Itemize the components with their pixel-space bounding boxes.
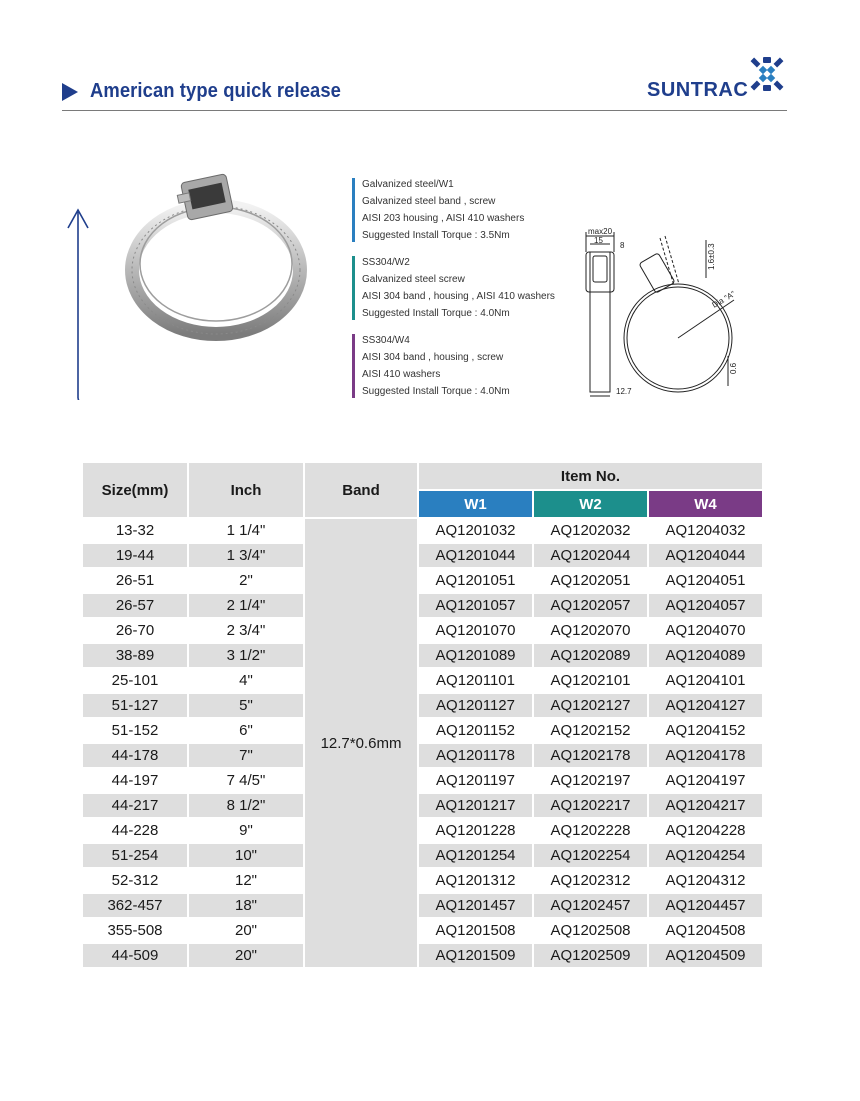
cell-w2: AQ1202089 [534, 644, 647, 667]
title-wrap [62, 80, 363, 103]
table-row [83, 694, 762, 717]
dim-band-width: 12.7 [616, 387, 632, 396]
dim-width15: 15 [594, 236, 603, 245]
cell-w4: AQ1204152 [649, 719, 762, 742]
cell-size: 51-152 [83, 719, 187, 742]
cell-w4: AQ1204217 [649, 794, 762, 817]
cell-w2: AQ1202127 [534, 694, 647, 717]
logo-text: SUNTRAC [647, 79, 749, 101]
cell-w4: AQ1204101 [649, 669, 762, 692]
cell-w2: AQ1202217 [534, 794, 647, 817]
cell-w2: AQ1202509 [534, 944, 647, 967]
table-row [83, 594, 762, 617]
header-divider [62, 110, 787, 111]
page-header [62, 74, 787, 112]
table-row [83, 794, 762, 817]
spec-line: Galvanized steel band , screw [362, 196, 496, 207]
cell-size: 51-127 [83, 694, 187, 717]
cell-w2: AQ1202044 [534, 544, 647, 567]
table-row [83, 819, 762, 842]
cell-inch: 3 1/2" [189, 644, 303, 667]
cell-size: 44-509 [83, 944, 187, 967]
cell-size: 19-44 [83, 544, 187, 567]
cell-w4: AQ1204127 [649, 694, 762, 717]
cell-size: 52-312 [83, 869, 187, 892]
cell-size: 355-508 [83, 919, 187, 942]
cell-size: 13-32 [83, 519, 187, 542]
header-w2: W2 [534, 491, 647, 517]
spec-w4 [352, 332, 572, 400]
cell-w4: AQ1204254 [649, 844, 762, 867]
cell-inch: 4" [189, 669, 303, 692]
cell-w2: AQ1202152 [534, 719, 647, 742]
cell-w1: AQ1201197 [419, 769, 532, 792]
cell-w4: AQ1204044 [649, 544, 762, 567]
dim-max: max20 [588, 227, 613, 236]
table-row [83, 719, 762, 742]
cell-w1: AQ1201312 [419, 869, 532, 892]
table-header-row [83, 463, 762, 489]
header-inch: Inch [189, 463, 303, 517]
table-row [83, 544, 762, 567]
table-body [83, 519, 762, 967]
table-row [83, 944, 762, 967]
spec-w4-bar [352, 334, 355, 398]
table-row [83, 919, 762, 942]
spec-line: Suggested Install Torque : 3.5Nm [362, 230, 510, 241]
dim-thickness: 0.6 [729, 362, 738, 374]
spec-w2 [352, 254, 572, 322]
spec-w1 [352, 176, 572, 244]
spec-line: AISI 304 band , housing , screw [362, 352, 504, 363]
cell-size: 25-101 [83, 669, 187, 692]
cell-size: 26-57 [83, 594, 187, 617]
cell-size: 44-197 [83, 769, 187, 792]
cell-w2: AQ1202101 [534, 669, 647, 692]
spec-line: AISI 410 washers [362, 369, 441, 380]
cell-w1: AQ1201057 [419, 594, 532, 617]
cell-w1: AQ1201032 [419, 519, 532, 542]
cell-inch: 10" [189, 844, 303, 867]
cell-size: 362-457 [83, 894, 187, 917]
cell-w4: AQ1204051 [649, 569, 762, 592]
header-w1: W1 [419, 491, 532, 517]
logo-mark-icon [747, 54, 787, 94]
cell-w1: AQ1201070 [419, 619, 532, 642]
dim-dia: Dia "A" [710, 289, 737, 310]
cell-w2: AQ1202228 [534, 819, 647, 842]
table-row [83, 894, 762, 917]
cell-size: 26-51 [83, 569, 187, 592]
cell-size: 26-70 [83, 619, 187, 642]
spec-line: SS304/W2 [362, 257, 410, 268]
cell-inch: 1 3/4" [189, 544, 303, 567]
material-specs [352, 176, 572, 410]
cell-inch: 9" [189, 819, 303, 842]
cell-w4: AQ1204312 [649, 869, 762, 892]
cell-size: 44-217 [83, 794, 187, 817]
cell-w1: AQ1201457 [419, 894, 532, 917]
cell-size: 38-89 [83, 644, 187, 667]
cell-w4: AQ1204070 [649, 619, 762, 642]
cell-size: 51-254 [83, 844, 187, 867]
cell-w4: AQ1204032 [649, 519, 762, 542]
spec-line: Galvanized steel/W1 [362, 179, 454, 190]
item-table [81, 461, 764, 969]
cell-w4: AQ1204057 [649, 594, 762, 617]
spec-line: Suggested Install Torque : 4.0Nm [362, 386, 510, 397]
table-row [83, 844, 762, 867]
cell-w2: AQ1202457 [534, 894, 647, 917]
spec-line: AISI 203 housing , AISI 410 washers [362, 213, 525, 224]
page-title: American type quick release [90, 80, 342, 102]
cell-inch: 12" [189, 869, 303, 892]
cell-w4: AQ1204089 [649, 644, 762, 667]
cell-inch: 5" [189, 694, 303, 717]
spec-line: Galvanized steel screw [362, 274, 465, 285]
cell-w1: AQ1201508 [419, 919, 532, 942]
cell-w1: AQ1201051 [419, 569, 532, 592]
cell-inch: 1 1/4" [189, 519, 303, 542]
cell-inch: 18" [189, 894, 303, 917]
table-row [83, 669, 762, 692]
cell-inch: 2" [189, 569, 303, 592]
spec-line: SS304/W4 [362, 335, 410, 346]
cell-inch: 7 4/5" [189, 769, 303, 792]
table-row [83, 519, 762, 542]
cell-w1: AQ1201178 [419, 744, 532, 767]
suntrac-logo [647, 54, 787, 106]
spec-w2-bar [352, 256, 355, 320]
cell-w2: AQ1202254 [534, 844, 647, 867]
cell-inch: 20" [189, 944, 303, 967]
technical-drawing [582, 226, 752, 402]
cell-w1: AQ1201127 [419, 694, 532, 717]
cell-w2: AQ1202057 [534, 594, 647, 617]
cell-w1: AQ1201254 [419, 844, 532, 867]
cell-inch: 2 3/4" [189, 619, 303, 642]
spec-line: AISI 304 band , housing , AISI 410 washers [362, 291, 555, 302]
table-row [83, 744, 762, 767]
cell-w1: AQ1201228 [419, 819, 532, 842]
cell-w2: AQ1202032 [534, 519, 647, 542]
cell-inch: 7" [189, 744, 303, 767]
cell-w4: AQ1204197 [649, 769, 762, 792]
product-photo-area [66, 160, 336, 400]
cell-w4: AQ1204457 [649, 894, 762, 917]
title-arrow-icon [62, 83, 78, 101]
table-row [83, 569, 762, 592]
cell-inch: 20" [189, 919, 303, 942]
header-size: Size(mm) [83, 463, 187, 517]
cell-w1: AQ1201509 [419, 944, 532, 967]
table-row [83, 769, 762, 792]
cell-w4: AQ1204228 [649, 819, 762, 842]
header-item-no: Item No. [419, 463, 762, 489]
cell-w1: AQ1201089 [419, 644, 532, 667]
cell-inch: 8 1/2" [189, 794, 303, 817]
dim-thread: 8 [620, 241, 625, 250]
cell-w2: AQ1202070 [534, 619, 647, 642]
cell-w1: AQ1201044 [419, 544, 532, 567]
header-band: Band [305, 463, 417, 517]
cell-w4: AQ1204509 [649, 944, 762, 967]
header-w4: W4 [649, 491, 762, 517]
cell-size: 44-228 [83, 819, 187, 842]
dim-height: 1.6±0.3 [707, 243, 716, 270]
cell-w2: AQ1202178 [534, 744, 647, 767]
cell-size: 44-178 [83, 744, 187, 767]
cell-w4: AQ1204178 [649, 744, 762, 767]
table-row [83, 869, 762, 892]
cell-band: 12.7*0.6mm [305, 519, 417, 967]
table-row [83, 644, 762, 667]
cell-w4: AQ1204508 [649, 919, 762, 942]
table-row [83, 619, 762, 642]
cell-w2: AQ1202197 [534, 769, 647, 792]
cell-w2: AQ1202312 [534, 869, 647, 892]
hose-clamp-photo [66, 160, 336, 400]
cell-inch: 2 1/4" [189, 594, 303, 617]
cell-w1: AQ1201217 [419, 794, 532, 817]
cell-w1: AQ1201152 [419, 719, 532, 742]
cell-w2: AQ1202051 [534, 569, 647, 592]
spec-line: Suggested Install Torque : 4.0Nm [362, 308, 510, 319]
spec-w1-bar [352, 178, 355, 242]
cell-inch: 6" [189, 719, 303, 742]
cell-w2: AQ1202508 [534, 919, 647, 942]
cell-w1: AQ1201101 [419, 669, 532, 692]
